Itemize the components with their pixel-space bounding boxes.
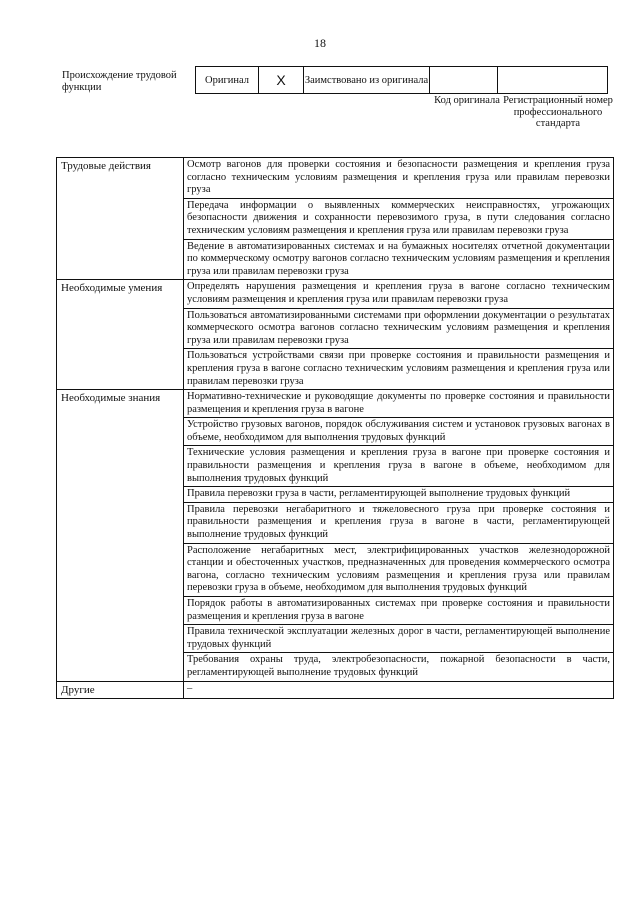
item-text: Осмотр вагонов для проверки состояния и безопасности размещения и крепления груза согласно техническим условиям размещения и крепления груза или правилам перевозки груза [184, 158, 614, 199]
function-origin-table [195, 66, 608, 94]
table-row [57, 280, 614, 308]
page-number: 18 [314, 36, 326, 50]
category-label: Необходимые знания [57, 390, 184, 681]
item-text: Передача информации о выявленных коммерческих неисправностях, угрожающих безопасности движения и сохранности перевозимого груза, в пути следования согласно техническим условиям размещения и крепления груза или правилам перевозки груза [184, 198, 614, 239]
original-code-caption: Код оригинала [434, 95, 500, 106]
item-text: Правила перевозки груза в части, регламентирующей выполнение трудовых функций [184, 487, 614, 503]
category-label: Трудовые действия [57, 158, 184, 280]
item-text: Ведение в автоматизированных системах и на бумажных носителях отчетной документации по коммерческому осмотру вагонов согласно техническим условиям размещения и крепления груза или правилам перевозки груза [184, 239, 614, 280]
original-code-cell [430, 67, 498, 94]
table-row [57, 681, 614, 699]
category-label: Необходимые умения [57, 280, 184, 390]
item-text: – [184, 681, 614, 699]
item-text: Технические условия размещения и крепления груза в вагоне при проверке состояния и правильности размещения и крепления груза в вагоне в объеме, необходимом для выполнения трудовых функций [184, 446, 614, 487]
item-text: Правила перевозки негабаритного и тяжеловесного груза при проверке состояния и правильности размещения и крепления груза в вагоне в части, регламентирующей выполнение трудовых функций [184, 502, 614, 543]
category-label: Другие [57, 681, 184, 699]
table-row [57, 390, 614, 418]
item-text: Требования охраны труда, электробезопасности, пожарной безопасности в части, регламентирующей выполнение трудовых функций [184, 653, 614, 681]
item-text: Расположение негабаритных мест, электрифицированных участков железнодорожной станции и обесточенных участков, предназначенных для проведения коммерческого осмотра вагона, согласно техническим условиям размещения и крепления груза или правилам перевозки груза в объеме, необходимом для выполнения трудовых функций [184, 543, 614, 596]
labor-function-table [56, 157, 614, 699]
original-mark: X [259, 67, 304, 94]
table-row [57, 158, 614, 199]
original-label: Оригинал [196, 67, 259, 94]
item-text: Пользоваться автоматизированными системами при оформлении документации о результатах коммерческого осмотра вагонов согласно техническим условиям размещения и крепления груза или правилам перевозки груза [184, 308, 614, 349]
item-text: Правила технической эксплуатации железных дорог в части, регламентирующей выполнение трудовых функций [184, 625, 614, 653]
item-text: Устройство грузовых вагонов, порядок обслуживания систем и установок грузовых вагонах в объеме, необходимом для выполнения трудовых функций [184, 418, 614, 446]
registration-number-cell [498, 67, 608, 94]
function-origin-label: Происхождение трудовой функции [62, 70, 177, 93]
borrowed-label: Заимствовано из оригинала [304, 67, 430, 94]
registration-number-caption: Регистрационный номер профессионального стандарта [503, 95, 613, 129]
item-text: Определять нарушения размещения и крепления груза в вагоне согласно техническим условиям размещения и крепления груза или правилам перевозки груза [184, 280, 614, 308]
item-text: Пользоваться устройствами связи при проверке состояния и правильности размещения и крепления груза в вагоне согласно техническим условиям размещения и крепления груза или правилам перевозки груза [184, 349, 614, 390]
item-text: Порядок работы в автоматизированных системах при проверке состояния и правильности размещения и крепления груза в вагоне [184, 597, 614, 625]
item-text: Нормативно-технические и руководящие документы по проверке состояния и правильности размещения и крепления груза в вагоне [184, 390, 614, 418]
